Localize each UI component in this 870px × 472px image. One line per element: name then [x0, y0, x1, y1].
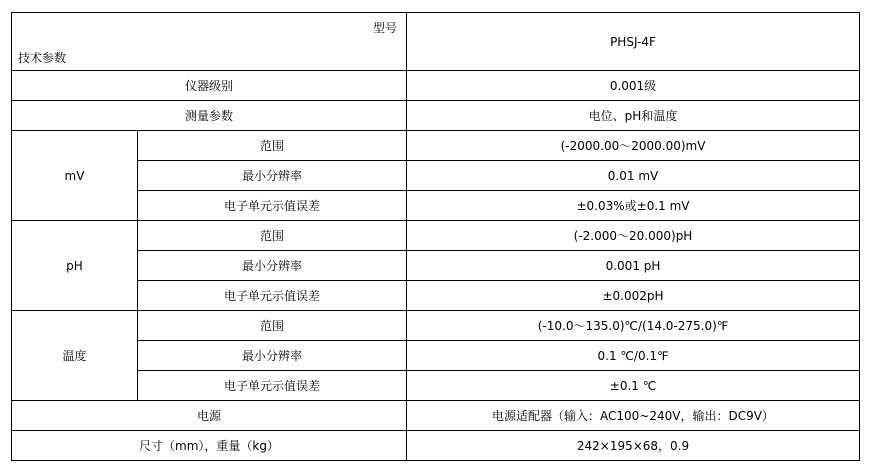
ph-range-label: 范围: [138, 221, 407, 251]
temp-err-value: ±0.1 ℃: [407, 371, 860, 401]
measure-value: 电位、pH和温度: [407, 101, 860, 131]
temp-res-label: 最小分辨率: [138, 341, 407, 371]
model-label: 型号: [372, 21, 397, 35]
mv-res-value: 0.01 mV: [407, 161, 860, 191]
table-row: [12, 71, 860, 101]
table-row: [12, 221, 860, 251]
size-label: 尺寸（mm），重量（kg）: [12, 431, 407, 461]
mv-range-value: (-2000.00～2000.00)mV: [407, 131, 860, 161]
table-row: [12, 161, 860, 191]
mv-err-label: 电子单元示值误差: [138, 191, 407, 221]
ph-range-value: (-2.000～20.000)pH: [407, 221, 860, 251]
grade-value: 0.001级: [407, 71, 860, 101]
temp-res-value: 0.1 ℃/0.1℉: [407, 341, 860, 371]
power-label: 电源: [12, 401, 407, 431]
ph-res-value: 0.001 pH: [407, 251, 860, 281]
mv-res-label: 最小分辨率: [138, 161, 407, 191]
ph-res-label: 最小分辨率: [138, 251, 407, 281]
ph-err-value: ±0.002pH: [407, 281, 860, 311]
grade-label: 仪器级别: [12, 71, 407, 101]
table-row: [12, 341, 860, 371]
group-mv-name: mV: [12, 131, 138, 221]
power-value: 电源适配器（输入：AC100~240V，输出：DC9V）: [407, 401, 860, 431]
group-temp-name: 温度: [12, 311, 138, 401]
header-row: [12, 13, 860, 71]
model-value: PHSJ-4F: [407, 13, 860, 71]
measure-label: 测量参数: [12, 101, 407, 131]
temp-range-value: (-10.0～135.0)℃/(14.0-275.0)℉: [407, 311, 860, 341]
table-row: [12, 131, 860, 161]
table-row: [12, 101, 860, 131]
temp-err-label: 电子单元示值误差: [138, 371, 407, 401]
table-row: [12, 281, 860, 311]
table-row: [12, 251, 860, 281]
table-row: [12, 311, 860, 341]
size-value: 242×195×68，0.9: [407, 431, 860, 461]
table-row: [12, 191, 860, 221]
spec-table: [11, 12, 860, 461]
temp-range-label: 范围: [138, 311, 407, 341]
table-row: [12, 431, 860, 461]
param-label: 技术参数: [18, 51, 67, 65]
mv-err-value: ±0.03%或±0.1 mV: [407, 191, 860, 221]
mv-range-label: 范围: [138, 131, 407, 161]
table-row: [12, 401, 860, 431]
table-row: [12, 371, 860, 401]
ph-err-label: 电子单元示值误差: [138, 281, 407, 311]
header-cell: [12, 13, 407, 71]
group-ph-name: pH: [12, 221, 138, 311]
